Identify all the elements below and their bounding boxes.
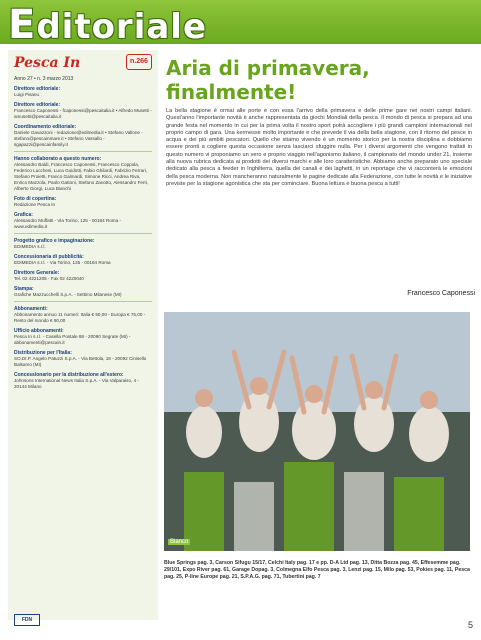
masthead-section-text: Abbonamento annuo 11 numeri: Italia € 50,00 - Europa € 75,00 - Resto del mondo € 90,00 — [14, 312, 146, 323]
masthead-blocks — [8, 86, 158, 390]
masthead-section-text: Grafiche Mazzucchelli S.p.A. - Settimo Milanese (MI) — [14, 292, 122, 297]
section-header — [8, 2, 207, 48]
masthead-section-text: EDIMEDIA s.r.l. - Via Torino, 125 - 00184 Roma — [14, 260, 111, 265]
masthead-section — [8, 372, 158, 390]
divider — [14, 233, 152, 234]
masthead-section — [8, 328, 158, 346]
article-body: La bella stagione è ormai alle porte e con essa l'arrivo della primavera e delle prime gare nei nostri campi italiani. Quest'anno l'importante novità è anche rappresentata da giochi Mondiali della pesca. Il mondo di pesca si prepara ad una grande festa nel momento in cui per la prima volta il nostro sport potrà accogliere i più grandi campioni internazionali nel proprio campo di gara. Una kermesse molto importante e che prevede il via della bella stagione, con il ritorno del pesce in acqua e dei più ambiti pescatori. Quello che stiamo vivendo è un momento storico per la nostra disciplina e dobbiamo essere pronti a cogliere questa occasione senza lasciarci sfuggire nulla. Per i diversi argomenti che vengono trattati in questo numero vi proponiamo un vero e proprio viaggio nell'agonismo italiano, il campionato del mondo under 21, insieme alla nuova rubrica dedicata ai prodotti dei diversi marchi e alle loro caratteristiche. Abbiamo anche preparato uno speciale dedicato alla pesca a feeder in Inghilterra, quella dei canali e dei laghetti, in un reportage che vi racconterà le emozioni della pesca moderna. Non mancheranno naturalmente le pagine dedicate alla Federazione, con tutte le novità e le iniziative previste per la stagione agonistica che sta per cominciare. Buona lettura e buona pesca a tutti! — [166, 108, 472, 187]
masthead-section — [8, 156, 158, 192]
issue-line: Anno 27 • n. 3 marzo 2013 — [14, 76, 74, 82]
masthead-section-title: Ufficio abbonamenti: — [14, 328, 64, 334]
masthead-section-title: Direttore editoriale: — [14, 86, 61, 92]
masthead-section-text: Alessandro Muffatti - Via Torino, 125 - 00184 Roma - www.edimedia.it — [14, 218, 121, 229]
crowd-photo-illustration — [164, 312, 470, 551]
header-bar — [0, 0, 481, 48]
magazine-logo: Pesca In — [14, 55, 81, 71]
masthead-section — [8, 124, 158, 148]
masthead-section — [8, 196, 158, 208]
masthead-section-text: Alessandro Baldi, Francesco Caponessi, Francesco Coppola, Federico Lucchesi, Luca Guidotti, Fabio Ghilardi, Fabrizio Ferrari, Stefano Proietti, Franco Galmardi, Simone Ricci, Andrea Riva, Enrico Mazzola, Paolo Gattoni, Stefano Zanotto, Alessandro Ferri, Alberto Giorgi, Luca Bianchi — [14, 162, 149, 191]
masthead-section — [8, 270, 158, 282]
masthead-section-text: Redazione Pesca In — [14, 202, 56, 207]
masthead-section-title: Distribuzione per l'Italia: — [14, 350, 72, 356]
masthead-section — [8, 254, 158, 266]
masthead-section-text: Luigi Pisanu — [14, 92, 40, 97]
advertiser-index: Blue Springs pag. 3, Carson Sifugu 15/17, Celchi Italy pag. 17 e pp. D-A Ltd pag. 13, Ditta Bozza pag. 45, Effesemme pag. 29/101, Expo River pag. 61, Garage Dopag. 3, Colmegna Elfo Pesca pag. 3, Lenzi pag. 15, Milo pag. 53, Pokies pag. 11, Pesca pag. 25, P-line Europe pag. 21, S.P.A.G. pag. 71, Tubertini pag. 7 — [164, 560, 470, 580]
masthead-section — [8, 86, 158, 98]
masthead-sidebar — [8, 50, 160, 620]
masthead-section-text: Johnsons International News Italia S.p.A. - Via Valparaiso, 4 - 20144 Milano — [14, 378, 139, 389]
masthead-section-text: Francesco Caponessi - fcaponessi@pescaitalia.it • Alfredo Musetti - amusetti@pescaitalia.it — [14, 108, 152, 119]
masthead-section-title: Coordinamento editoriale: — [14, 124, 77, 130]
section-header-rest: ditoriale — [36, 7, 208, 47]
article-author: Francesco Caponessi — [407, 290, 475, 297]
masthead-section-text: SO.DI.P. Angelo Patuzzi S.p.A. - Via Bettola, 18 - 20092 Cinisello Balsamo (MI) — [14, 356, 147, 367]
masthead-section-title: Abbonamenti: — [14, 306, 48, 312]
masthead-section — [8, 238, 158, 250]
divider — [14, 151, 152, 152]
masthead-section-text: Daniele Gavazzoni - redazione@edimedia.it • Stefano Vallone - stefano@pescainmare.it • Stefano Vassallo - sgapazzi@pescainfamily.it — [14, 130, 143, 147]
masthead-section-text: Pesca In s.r.l. - Casella Postale 88 - 20090 Segrate (MI) - abbonamenti@pescain.it — [14, 334, 131, 345]
masthead-section — [8, 102, 158, 120]
masthead-section-title: Direttore editoriale: — [14, 102, 61, 108]
issue-badge: n.266 — [126, 54, 152, 70]
masthead-section — [8, 286, 158, 298]
masthead-section-title: Progetto grafico e impaginazione: — [14, 238, 95, 244]
divider — [14, 301, 152, 302]
masthead-section-title: Grafica: — [14, 212, 33, 218]
page-number: 5 — [467, 620, 473, 630]
masthead-section — [8, 350, 158, 368]
article-title: Aria di primavera, finalmente! — [166, 56, 370, 104]
masthead-section — [8, 306, 158, 324]
masthead-section-title: Concessionario per la distribuzione all'estero: — [14, 372, 124, 378]
masthead-section-title: Stampa: — [14, 286, 34, 292]
publisher-logo: FDN — [14, 614, 40, 626]
masthead-section-text: Tel. 02 4221205 - Fax 02 4220040 — [14, 276, 84, 281]
article-photo — [164, 312, 470, 551]
masthead-section-title: Direttore Generale: — [14, 270, 60, 276]
masthead-section-title: Foto di copertina: — [14, 196, 57, 202]
section-header-initial: E — [8, 2, 37, 48]
masthead-section-title: Hanno collaborato a questo numero: — [14, 156, 102, 162]
masthead-section-title: Concessionaria di pubblicità: — [14, 254, 84, 260]
masthead-section — [8, 212, 158, 230]
masthead-section-text: EDIMEDIA s.r.l. — [14, 244, 46, 249]
magazine-logo-block — [8, 50, 158, 84]
photo-credit: Blanco — [170, 539, 189, 545]
